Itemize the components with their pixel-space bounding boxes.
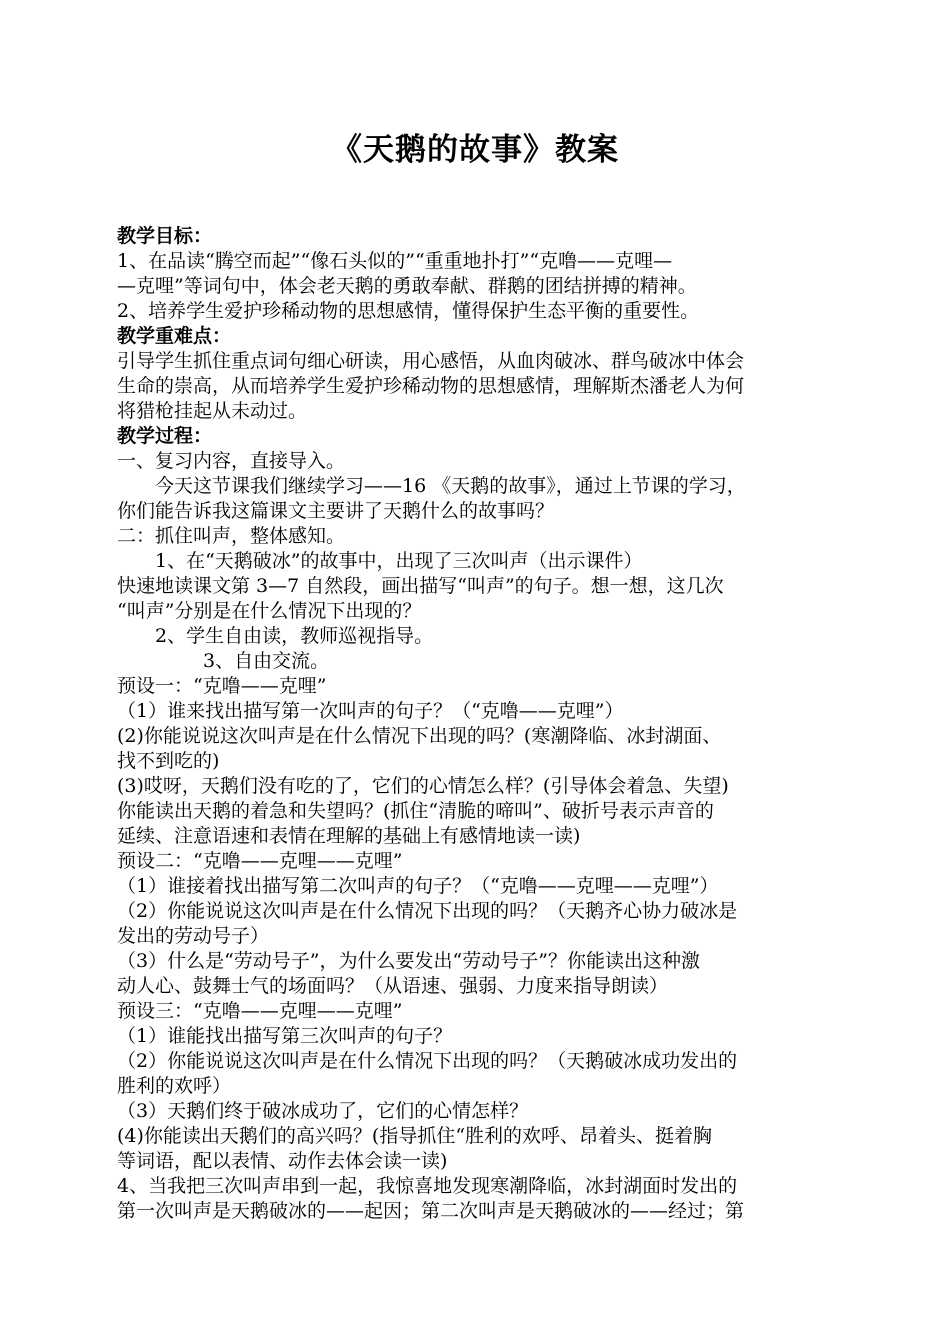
text-line: 胜利的欢呼）	[117, 1075, 232, 1097]
text-line: 延续、注意语速和表情在理解的基础上有感情地读一读)	[117, 825, 581, 847]
text-line: 找不到吃的)	[117, 750, 220, 772]
text-line: 预设二：“克噜——克哩——克哩”	[117, 850, 403, 872]
text-line: “叫声”分别是在什么情况下出现的？	[117, 600, 422, 622]
text-line: 你能读出天鹅的着急和失望吗？(抓住“清脆的啼叫”、破折号表示声音的	[117, 800, 714, 822]
text-line: (4)你能读出天鹅们的高兴吗？(指导抓住“胜利的欢呼、昂着头、挺着胸	[117, 1125, 713, 1147]
text-line: 一、复习内容，直接导入。	[117, 450, 346, 472]
text-line: 1、在“天鹅破冰”的故事中，出现了三次叫声（出示课件）	[155, 550, 643, 572]
text-line: （2）你能说说这次叫声是在什么情况下出现的吗？（天鹅齐心协力破冰是	[117, 900, 738, 922]
text-line: 今天这节课我们继续学习——16 《天鹅的故事》，通过上节课的学习，	[155, 475, 746, 497]
text-line: 你们能告诉我这篇课文主要讲了天鹅什么的故事吗？	[117, 500, 555, 522]
text-line: （1）谁来找出描写第一次叫声的句子？（“克噜——克哩”）	[117, 700, 624, 722]
text-line: (2)你能说说这次叫声是在什么情况下出现的吗？(寒潮降临、冰封湖面、	[117, 725, 722, 747]
document-body	[117, 224, 837, 1224]
section-heading: 教学过程：	[117, 425, 213, 447]
text-line: 1、在品读“腾空而起”“像石头似的”“重重地扑打”“克噜——克哩—	[117, 250, 673, 272]
text-line: 2、学生自由读，教师巡视指导。	[155, 625, 434, 647]
text-line: 等词语，配以表情、动作去体会读一读)	[117, 1150, 448, 1172]
text-line: 第一次叫声是天鹅破冰的——起因；第二次叫声是天鹅破冰的——经过；第	[117, 1200, 745, 1222]
text-line: （1）谁能找出描写第三次叫声的句子？	[117, 1025, 453, 1047]
text-line: 二：抓住叫声，整体感知。	[117, 525, 346, 547]
text-line: (3)哎呀，天鹅们没有吃的了，它们的心情怎么样？(引导体会着急、失望)	[117, 775, 729, 797]
text-line: 发出的劳动号子）	[117, 925, 270, 947]
text-line: 快速地读课文第 3—7 自然段，画出描写“叫声”的句子。想一想，这几次	[117, 575, 724, 597]
text-line: 将猎枪挂起从未动过。	[117, 400, 308, 422]
text-line: （3）天鹅们终于破冰成功了，它们的心情怎样？	[117, 1100, 529, 1122]
text-line: 生命的崇高，从而培养学生爱护珍稀动物的思想感情，理解斯杰潘老人为何	[117, 375, 745, 397]
section-heading: 教学目标：	[117, 225, 213, 247]
text-line: 预设一：“克噜——克哩”	[117, 675, 327, 697]
text-line: （2）你能说说这次叫声是在什么情况下出现的吗？（天鹅破冰成功发出的	[117, 1050, 738, 1072]
text-line: 引导学生抓住重点词句细心研读，用心感悟，从血肉破冰、群鸟破冰中体会	[117, 350, 745, 372]
text-line: 3、自由交流。	[203, 650, 330, 672]
section-heading: 教学重难点：	[117, 325, 232, 347]
text-line: （1）谁接着找出描写第二次叫声的句子？（“克噜——克哩——克哩”）	[117, 875, 719, 897]
text-line: 动人心、鼓舞士气的场面吗？（从语速、强弱、力度来指导朗读）	[117, 975, 669, 997]
text-line: 2、培养学生爱护珍稀动物的思想感情，懂得保护生态平衡的重要性。	[117, 300, 700, 322]
document-title: 《天鹅的故事》教案	[331, 132, 619, 168]
text-line: （3）什么是“劳动号子”，为什么要发出“劳动号子”？你能读出这种激	[117, 950, 700, 972]
text-line: —克哩”等词句中，体会老天鹅的勇敢奉献、群鹅的团结拼搏的精神。	[117, 275, 697, 297]
text-line: 4、当我把三次叫声串到一起，我惊喜地发现寒潮降临，冰封湖面时发出的	[117, 1175, 738, 1197]
text-line: 预设三：“克噜——克哩——克哩”	[117, 1000, 403, 1022]
